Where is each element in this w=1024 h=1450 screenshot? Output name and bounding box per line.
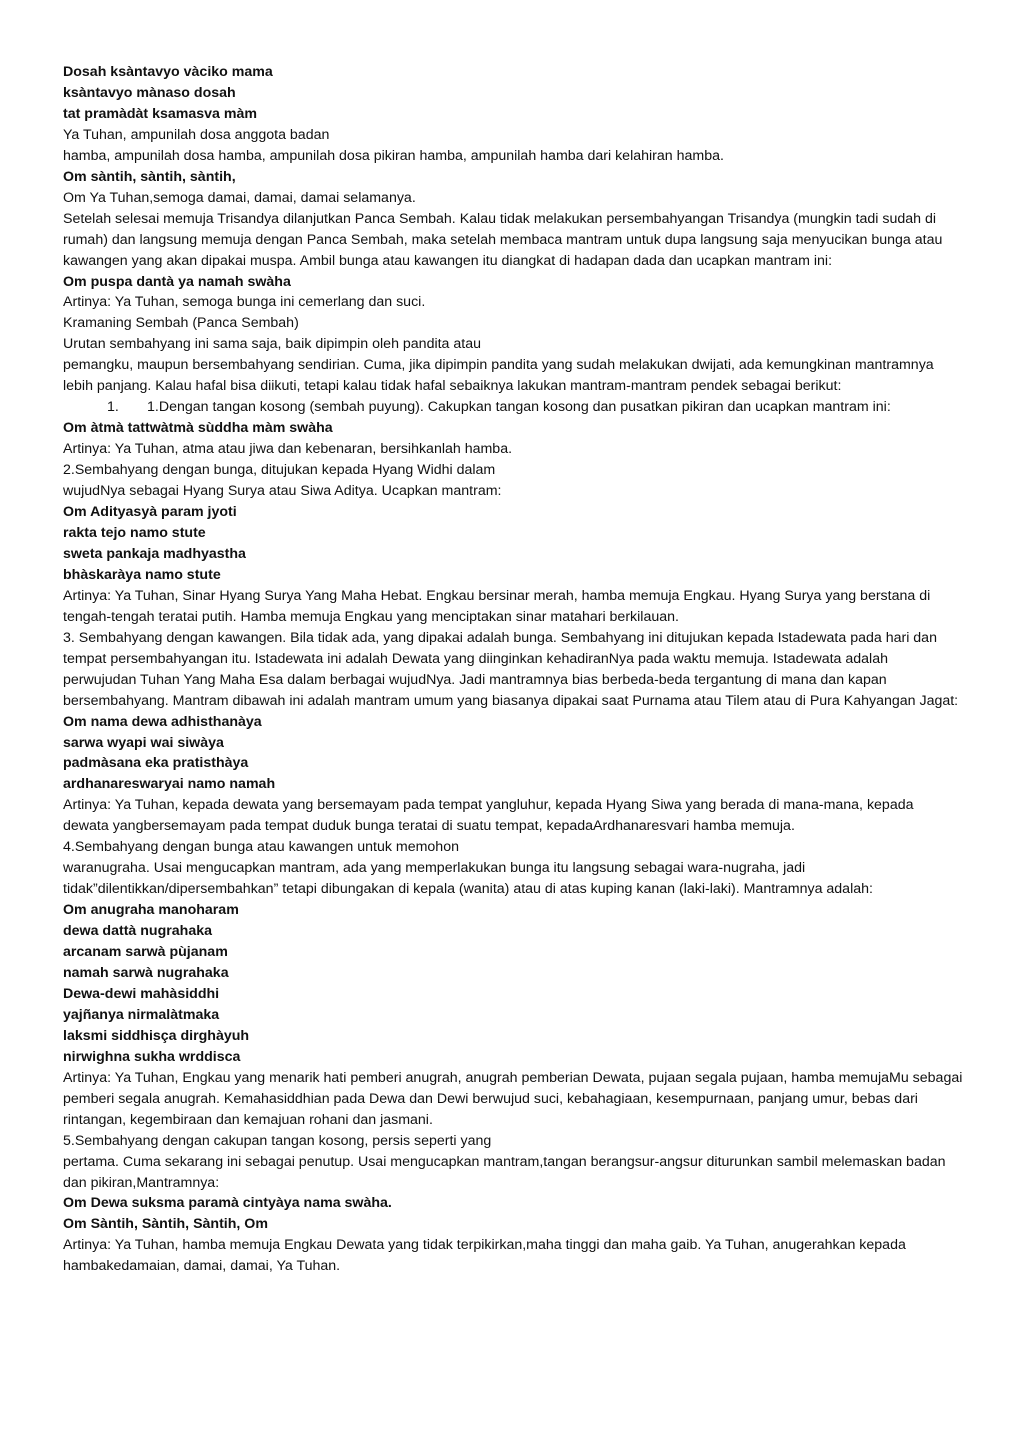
paragraph: 3. Sembahyang dengan kawangen. Bila tidak ada, yang dipakai adalah bunga. Sembahyang ini ditujukan kepada Istadewata pada hari dan tempat persembahyangan itu. Istadewata ini adalah Dewata yang diinginkan kehadiranNya pada waktu memuja. Istadewata adalah perwujudan Tuhan Yang Maha Esa dalam berbagai wujudNya. Jadi mantramnya bias berbeda-beda tergantung di mana dan kapan bersembahyang. Mantram dibawah ini adalah mantram umum yang biasanya dipakai saat Purnama atau Tilem atau di Pura Kahyangan Jagat: <box>63 629 959 709</box>
mantra-line: padmàsana eka pratisthàya <box>63 755 249 772</box>
list-item <box>63 397 963 418</box>
mantra-line: sarwa wyapi wai siwàya <box>63 734 224 751</box>
paragraph: Artinya: Ya Tuhan, kepada dewata yang bersemayam pada tempat yangluhur, kepada Hyang Siwa yang berada di mana-mana, kepada dewata yangbersemayam pada tempat duduk bunga teratai di suatu tempat, kepadaArdhanaresvari hamba memuja. <box>63 797 914 835</box>
mantra-line: ardhanareswaryai namo namah <box>63 776 276 793</box>
text-line: Ya Tuhan, ampunilah dosa anggota badan <box>63 126 330 143</box>
mantra-line: Om Sàntih, Sàntih, Sàntih, Om <box>63 1216 268 1233</box>
text-line: wujudNya sebagai Hyang Surya atau Siwa Aditya. Ucapkan mantram: <box>63 483 502 500</box>
mantra-line: Om àtmà tattwàtmà sùddha màm swàha <box>63 420 333 437</box>
list-item-text: 1.Dengan tangan kosong (sembah puyung). Cakupkan tangan kosong dan pusatkan pikiran dan ucapkan mantram ini: <box>147 399 891 416</box>
mantra-line: Om anugraha manoharam <box>63 902 239 919</box>
mantra-line: arcanam sarwà pùjanam <box>63 944 228 961</box>
text-line: hamba, ampunilah dosa hamba, ampunilah dosa pikiran hamba, ampunilah hamba dari kelahiran hamba. <box>63 147 724 164</box>
text-line: 2.Sembahyang dengan bunga, ditujukan kepada Hyang Widhi dalam <box>63 462 496 479</box>
mantra-line: yajñanya nirmalàtmaka <box>63 1006 220 1023</box>
mantra-line: Om nama dewa adhisthanàya <box>63 713 262 730</box>
text-line: 4.Sembahyang dengan bunga atau kawangen untuk memohon <box>63 839 459 856</box>
mantra-line: Om Dewa suksma paramà cintyàya nama swàha. <box>63 1195 392 1212</box>
document-body <box>63 62 963 1277</box>
mantra-line: Dewa-dewi mahàsiddhi <box>63 985 220 1002</box>
mantra-line: Dosah ksàntavyo vàciko mama <box>63 64 273 80</box>
paragraph: pemangku, maupun bersembahyang sendirian. Cuma, jika dipimpin pandita yang sudah melakukan dwijati, ada kemungkinan mantramnya lebih panjang. Kalau hafal bisa diikuti, tetapi kalau tidak hafal sebaiknya lakukan mantram-mantram pendek sebagai berikut: <box>63 357 934 395</box>
text-line: Urutan sembahyang ini sama saja, baik dipimpin oleh pandita atau <box>63 336 481 353</box>
text-line: Om Ya Tuhan,semoga damai, damai, damai selamanya. <box>63 189 416 206</box>
mantra-line: sweta pankaja madhyastha <box>63 545 246 562</box>
mantra-line: Om sàntih, sàntih, sàntih, <box>63 168 236 185</box>
paragraph: Setelah selesai memuja Trisandya dilanjutkan Panca Sembah. Kalau tidak melakukan persembahyangan Trisandya (mungkin tadi sudah di rumah) dan langsung memuja dengan Panca Sembah, maka setelah membaca mantram untuk dupa langsung saja menyucikan bunga atau kawangen yang akan dipakai muspa. Ambil bunga atau kawangen itu diangkat di hadapan dada dan ucapkan mantram ini: <box>63 210 943 269</box>
mantra-line: namah sarwà nugrahaka <box>63 964 229 981</box>
mantra-line: bhàskaràya namo stute <box>63 566 221 583</box>
paragraph: waranugraha. Usai mengucapkan mantram, ada yang memperlakukan bunga itu langsung sebagai wara-nugraha, jadi tidak”dilentikkan/dipersembahkan” tetapi dibungakan di kepala (wanita) atau di atas kuping kanan (laki-laki). Mantramnya adalah: <box>63 860 873 898</box>
paragraph: Artinya: Ya Tuhan, Sinar Hyang Surya Yang Maha Hebat. Engkau bersinar merah, hamba memuja Engkau. Hyang Surya yang berstana di tengah-tengah teratai putih. Hamba memuja Engkau yang menciptakan sinar matahari berkilauan. <box>63 587 931 625</box>
mantra-line: Om Adityasyà param jyoti <box>63 504 237 521</box>
paragraph: Artinya: Ya Tuhan, hamba memuja Engkau Dewata yang tidak terpikirkan,maha tinggi dan maha gaib. Ya Tuhan, anugerahkan kepada hambakedamaian, damai, damai, Ya Tuhan. <box>63 1237 906 1275</box>
paragraph: pertama. Cuma sekarang ini sebagai penutup. Usai mengucapkan mantram,tangan berangsur-angsur diturunkan sambil melemaskan badan dan pikiran,Mantramnya: <box>63 1153 946 1191</box>
text-line: Kramaning Sembah (Panca Sembah) <box>63 315 299 332</box>
mantra-line: tat pramàdàt ksamasva màm <box>63 105 257 122</box>
mantra-line: dewa dattà nugrahaka <box>63 923 213 940</box>
text-line: 5.Sembahyang dengan cakupan tangan kosong, persis seperti yang <box>63 1132 492 1149</box>
paragraph: Artinya: Ya Tuhan, Engkau yang menarik hati pemberi anugrah, anugrah pemberian Dewata, pujaan segala pujaan, hamba memujaMu sebagai pemberi segala anugrah. Kemahasiddhian pada Dewa dan Dewi berwujud suci, kebahagiaan, kesempurnaan, panjang umur, bebas dari rintangan, kegembiraan dan kemajuan rohani dan jasmani. <box>63 1069 963 1128</box>
text-line: Artinya: Ya Tuhan, atma atau jiwa dan kebenaran, bersihkanlah hamba. <box>63 441 513 458</box>
text-line: Artinya: Ya Tuhan, semoga bunga ini cemerlang dan suci. <box>63 294 426 311</box>
mantra-line: rakta tejo namo stute <box>63 524 206 541</box>
list-item-number: 1. <box>107 399 119 416</box>
mantra-line: laksmi siddhisça dirghàyuh <box>63 1027 250 1044</box>
mantra-line: nirwighna sukha wrddisca <box>63 1048 241 1065</box>
mantra-line: Om puspa dantà ya namah swàha <box>63 273 291 290</box>
mantra-line: ksàntavyo mànaso dosah <box>63 84 236 101</box>
